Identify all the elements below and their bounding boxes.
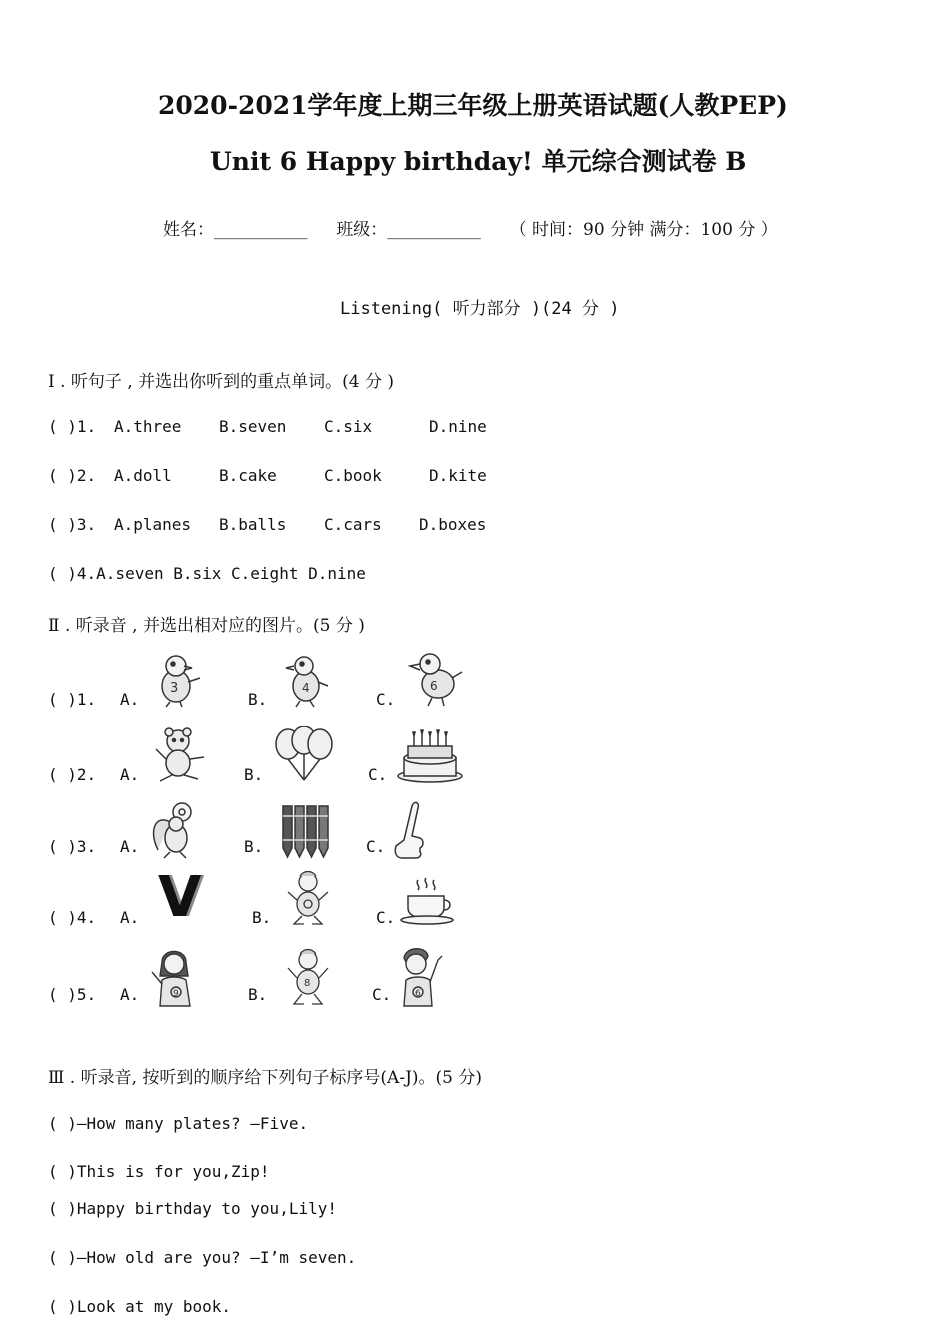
svg-text:9: 9 [173,989,179,999]
boy-6-icon [396,946,446,1008]
part3-heading: Ⅲ . 听录音, 按听到的顺序给下列句子标序号(A-J)。(5 分) [48,1068,482,1088]
boy-number-icon [284,870,332,926]
bear-icon [152,727,208,785]
svg-text:4: 4 [302,681,310,695]
name-label: 姓名： [163,220,214,240]
question-number: ( )2. [48,466,97,485]
girl-9-icon [148,948,204,1008]
option-b: B. [244,837,264,856]
option-a: A. [120,837,140,856]
part1-question-4: ( )4.A.seven B.six C.eight D.nine [48,564,366,583]
option-c: C.book [324,466,382,485]
part3-line-5: ( )Look at my book. [48,1297,232,1316]
question-number: ( )5. [48,985,97,1004]
part2-heading: Ⅱ . 听录音 , 并选出相对应的图片。(5 分 ) [48,616,365,636]
option-d: D.boxes [419,515,487,534]
option-b: B.balls [219,515,287,534]
listening-section-title: Listening( 听力部分 )(24 分 ) [340,299,620,319]
thumb-up-icon [390,800,426,862]
question-number: ( )3. [48,837,97,856]
option-b: B. [248,690,268,709]
question-number: ( )3. [48,515,97,534]
bird-4-icon [282,652,330,708]
class-label: 班级： [336,220,388,240]
option-c: C. [376,908,396,927]
boy-8-icon [284,948,332,1006]
option-c: C.six [324,417,373,436]
part1-heading: Ⅰ . 听句子 , 并选出你听到的重点单词。(4 分 ) [48,372,395,392]
student-info-line [163,215,778,240]
option-a: A. [120,908,140,927]
class-blank: ___________ [387,220,481,240]
squirrel-icon [148,800,200,860]
option-c: C. [368,765,388,784]
option-a: A. [120,985,140,1004]
time-info: （ 时间：90 分钟 满分：100 分 ） [509,220,778,240]
page-title: 2020-2021学年度上期三年级上册英语试题(人教PEP) [158,91,788,120]
tea-cup-icon [400,876,456,926]
option-c: C. [372,985,392,1004]
option-c: C.cars [324,515,382,534]
bird-6-icon [404,648,464,708]
question-number: ( )2. [48,765,97,784]
option-b: B. [244,765,264,784]
option-c: C. [376,690,396,709]
option-a: A. [120,765,140,784]
option-b: B. [252,908,272,927]
balloons-icon [272,726,336,786]
option-d: D.nine [429,417,487,436]
name-blank: ___________ [214,220,308,240]
part3-line-3: ( )Happy birthday to you,Lily! [48,1199,337,1218]
birthday-cake-icon [396,728,464,784]
svg-text:8: 8 [304,978,311,989]
option-a: A.planes [114,515,192,534]
part3-line-4: ( )—How old are you? —I’m seven. [48,1248,357,1267]
page-subtitle: Unit 6 Happy birthday! 单元综合测试卷 B [210,147,747,176]
question-number: ( )1. [48,417,97,436]
option-b: B.cake [219,466,277,485]
option-a: A.doll [114,466,172,485]
svg-text:3: 3 [170,681,179,696]
svg-text:6: 6 [430,679,438,693]
svg-text:6: 6 [415,989,421,999]
option-d: D.kite [429,466,487,485]
option-a: A. [120,690,140,709]
letter-v-icon: V [158,865,202,930]
option-b: B. [248,985,268,1004]
option-b: B.seven [219,417,287,436]
part3-line-2: ( )This is for you,Zip! [48,1162,270,1181]
crayons-icon [280,802,330,860]
part3-line-1: ( )—How many plates? —Five. [48,1114,309,1133]
bird-3-icon [154,652,202,708]
question-number: ( )1. [48,690,97,709]
question-number: ( )4. [48,908,97,927]
option-a: A.three [114,417,182,436]
option-c: C. [366,837,386,856]
